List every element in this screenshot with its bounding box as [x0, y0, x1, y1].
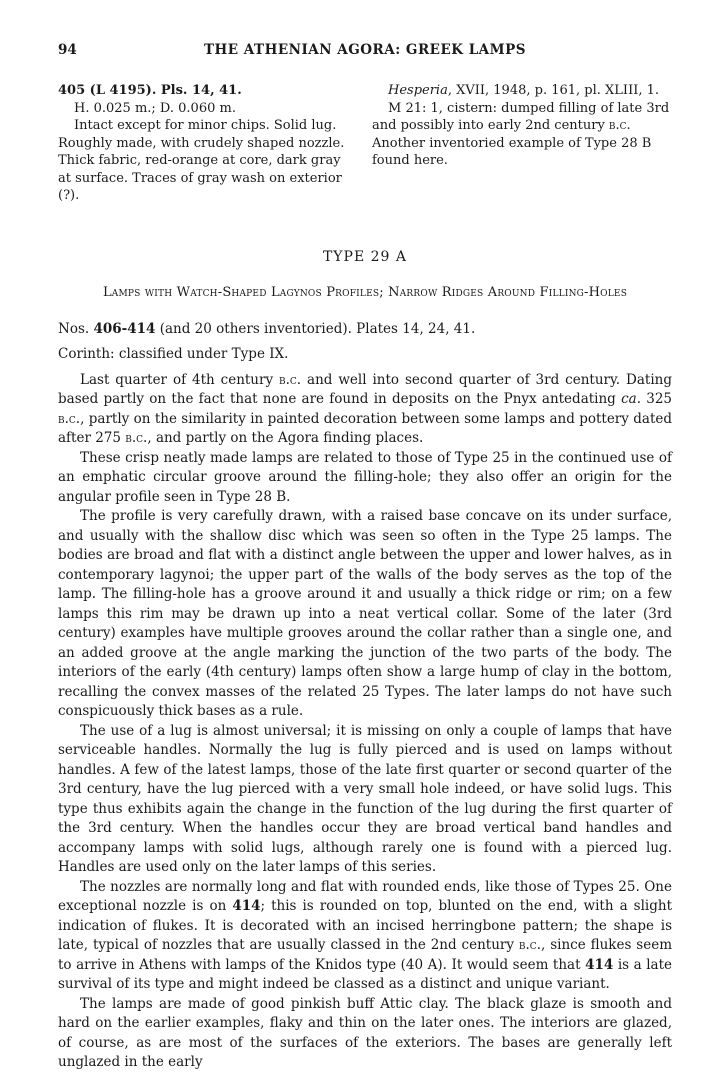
type-subheading: Lamps with Watch-Shaped Lagynos Profiles; Narrow Ridges Around Filling-Holes [102, 284, 628, 300]
era-abbrev: b.c. [518, 937, 541, 953]
era-abbrev: b.c. [58, 410, 81, 427]
catalog-number-ref: 414 [232, 898, 261, 914]
era-abbrev: b.c. [125, 430, 148, 446]
nos-line [58, 320, 672, 340]
body-paragraph: The use of a lug is almost universal; it is missing on only a couple of lamps that have serviceable handles. Normally the lug is fully pierced and is used on lamps without handles. A few of the latest lamps, those of the late first quarter or second quarter of the 3rd century, have the lug pierced with a very small hole indeed, or have solid lugs. This type thus exhibits again the change in the function of the lug during the first quarter of the 3rd century. When the handles occur they are broad vertical band handles and accompany lamps with solid lugs, although rarely one is found with a pierced lug. Handles are used only on the later lamps of this series. [58, 722, 672, 875]
entry-description: Intact except for minor chips. Solid lug. Roughly made, with crudely shaped nozzle. Thick fabric, red-orange at core, dark gray at surface. Traces of gray wash on exterior (?). [58, 118, 345, 203]
entry-dimensions: H. 0.025 m.; D. 0.060 m. [74, 100, 236, 116]
paragraphs [58, 371, 672, 1073]
body-paragraph: The profile is very carefully drawn, with a raised base concave on its under surface, and usually with the shallow disc which was seen so often in the Type 25 lamps. The bodies are broad and flat with a distinct angle between the upper and lower halves, as in contemporary lagynoi; the upper part of the walls of the body serves as the top of the lamp. The filling-hole has a groove around it and usually a thick ridge or rim; on a few lamps this rim may be drawn up into a neat vertical collar. Some of the later (3rd century) examples have multiple grooves around the collar rather than a single one, and an added groove at the angle marking the junction of the two parts of the body. The interiors of the early (4th century) lamps often show a large hump of clay in the bottom, recalling the convex masses of the related 25 Types. The later lamps do not have such conspicuously thick bases as a rule. [58, 508, 672, 719]
body-paragraph: Last quarter of 4th century b.c. and well into second quarter of 3rd century. Dating based partly on the fact that none are found in deposits on the Pnyx antedating ca. 325 b.c., partly on the similarity in painted decoration between some lamps and pottery dated after 275 b.c., and partly on the Agora finding places. [58, 371, 672, 446]
catalog-entry-right [372, 82, 672, 205]
running-head [58, 42, 672, 64]
era-abbrev: b.c. [279, 371, 302, 388]
entry-number: 405 [58, 83, 86, 98]
entry-heading: 405 (L 4195). Pls. 14, 41. [58, 83, 242, 98]
catalog-number-ref: 414 [585, 956, 614, 973]
era-abbrev: b.c. [608, 118, 631, 133]
body-paragraph: The lamps are made of good pinkish buff Attic clay. The black glaze is smooth and hard on the earlier examples, flaky and thin on the later ones. The interiors are glazed, of course, as are most of the surfaces of the exteriors. The bases are generally left unglazed in the early [58, 995, 672, 1070]
nos-label: Nos. [58, 320, 90, 337]
nos-detail: (and 20 others inventoried). Plates 14, 24, 41. [159, 320, 476, 337]
italic-term: ca. [621, 391, 641, 407]
nos-range: 406-414 [93, 320, 156, 337]
entry-reference [372, 82, 672, 100]
body-text [58, 320, 672, 1073]
catalog-entry-left [58, 82, 350, 205]
type-heading: TYPE 29 A [322, 248, 408, 265]
reference-detail: , XVII, 1948, p. 161, pl. XLIII, 1. [447, 83, 660, 98]
page [58, 42, 672, 1073]
body-paragraph: The nozzles are normally long and flat with rounded ends, like those of Types 25. One exceptional nozzle is on 414; this is rounded on top, blunted on the end, with a slight indication of flukes. It is decorated with an incised herringbone pattern; the shape is late, typical of nozzles that are usually classed in the 2nd century b.c., since flukes seem to arrive in Athens with lamps of the Knidos type (40 A). It would seem that 414 is a late survival of its type and might indeed be classed as a distinct and unique variant. [58, 878, 673, 992]
page-number: 94 [58, 42, 77, 58]
reference-journal: Hesperia [388, 83, 448, 98]
corinth-line: Corinth: classified under Type IX. [58, 346, 289, 362]
entry-plates: Pls. 14, 41. [160, 83, 242, 98]
body-paragraph: These crisp neatly made lamps are related to those of Type 25 in the continued use of an emphatic circular groove around the filling-hole; they also offer an origin for the angular profile seen in Type 28 B. [58, 449, 672, 505]
catalog-entry [58, 82, 672, 205]
entry-context: M 21: 1, cistern: dumped filling of late 3rd and possibly into early 2nd century b.c. Another inventoried example of Type 28 B found here. [372, 100, 670, 168]
running-head-title: THE ATHENIAN AGORA: GREEK LAMPS [204, 42, 526, 58]
entry-inventory: (L 4195) [89, 83, 152, 98]
